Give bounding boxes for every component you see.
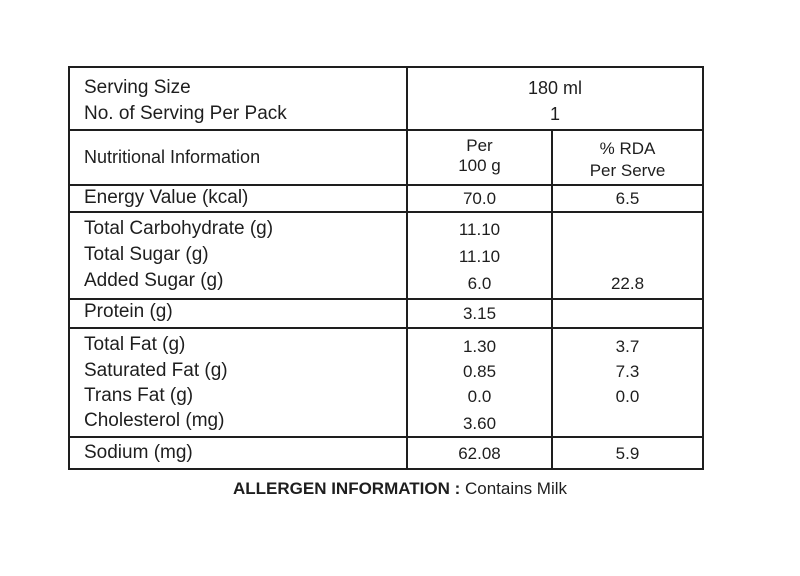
cholesterol-label: Cholesterol (mg): [84, 410, 225, 431]
per-100g-header-line2: 100 g: [458, 156, 501, 175]
added-sugar-label: Added Sugar (g): [84, 270, 224, 291]
protein-label: Protein (g): [84, 301, 173, 322]
energy-per100: 70.0: [462, 189, 497, 208]
carbohydrate-per100: 11.10: [458, 220, 501, 239]
servings-per-pack-value: 1: [549, 104, 560, 124]
total-fat-per100: 1.30: [462, 337, 497, 356]
row-divider: [70, 129, 702, 131]
cholesterol-per100: 3.60: [462, 414, 497, 433]
carbohydrate-label: Total Carbohydrate (g): [84, 218, 274, 239]
servings-per-pack-label: No. of Serving Per Pack: [84, 103, 287, 124]
trans-fat-per100: 0.0: [467, 387, 492, 406]
rda-header-line2: Per Serve: [589, 161, 666, 180]
per-100g-header-line1: Per: [466, 136, 493, 155]
nutritional-information-heading: Nutritional Information: [84, 147, 261, 167]
rda-header-line1: % RDA: [599, 139, 656, 158]
total-sugar-per100: 11.10: [458, 247, 501, 266]
saturated-fat-per100: 0.85: [462, 362, 497, 381]
total-sugar-label: Total Sugar (g): [84, 244, 209, 265]
sodium-rda: 5.9: [615, 444, 640, 463]
serving-size-value: 180 ml: [527, 78, 583, 98]
row-divider: [70, 436, 702, 438]
sodium-label: Sodium (mg): [84, 442, 193, 463]
saturated-fat-label: Saturated Fat (g): [84, 360, 228, 381]
allergen-information: [0, 478, 800, 500]
allergen-text: Contains Milk: [460, 479, 568, 498]
row-divider: [70, 327, 702, 329]
energy-rda: 6.5: [615, 189, 640, 208]
allergen-heading: ALLERGEN INFORMATION :: [232, 479, 461, 498]
serving-size-label: Serving Size: [84, 77, 191, 98]
sodium-per100: 62.08: [458, 444, 501, 463]
trans-fat-rda: 0.0: [615, 387, 640, 406]
added-sugar-per100: 6.0: [467, 274, 492, 293]
row-divider: [70, 211, 702, 213]
nutrition-table: [68, 66, 704, 470]
added-sugar-rda: 22.8: [610, 274, 645, 293]
saturated-fat-rda: 7.3: [615, 362, 640, 381]
total-fat-rda: 3.7: [615, 337, 640, 356]
protein-per100: 3.15: [462, 304, 497, 323]
energy-label: Energy Value (kcal): [84, 187, 249, 208]
total-fat-label: Total Fat (g): [84, 334, 186, 355]
trans-fat-label: Trans Fat (g): [84, 385, 194, 406]
